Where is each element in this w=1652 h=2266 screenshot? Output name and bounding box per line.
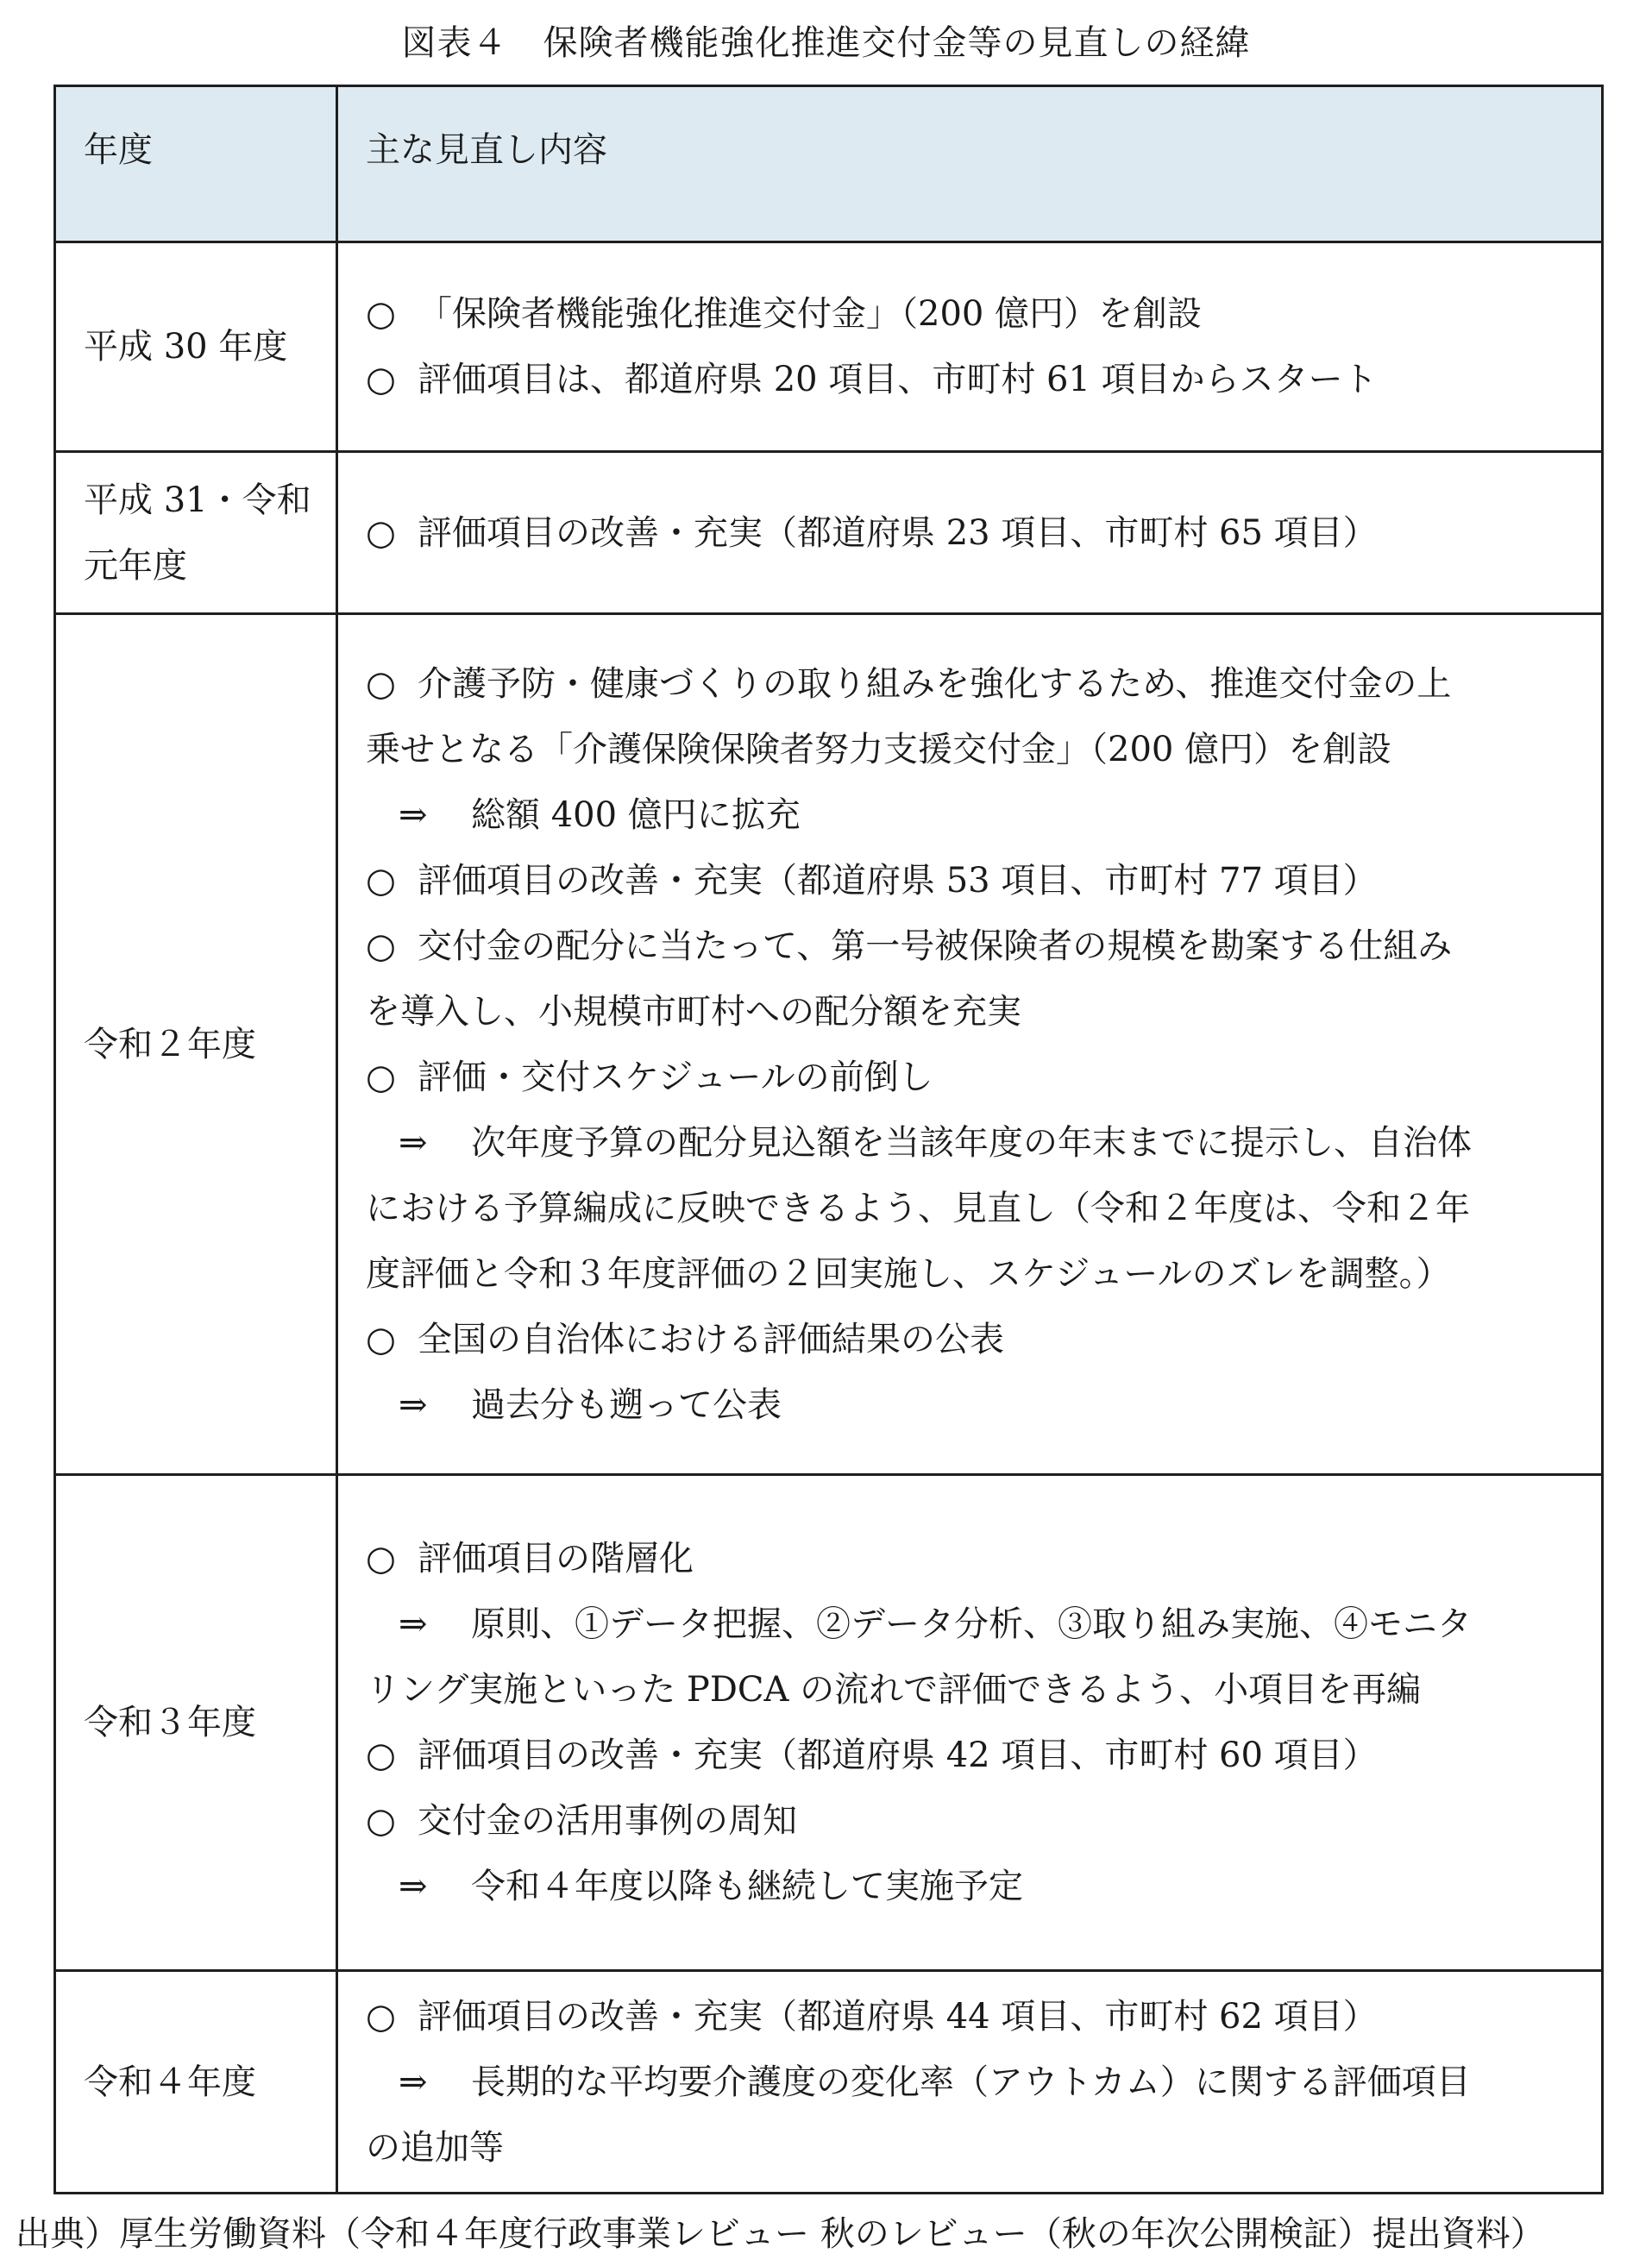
- list-item-continuation: を導入し、小規模市町村への配分額を充実: [366, 991, 1021, 1032]
- year-cell: [55, 452, 337, 614]
- circle-bullet-icon: ○: [366, 926, 396, 966]
- item-text: 交付金の配分に当たって、第一号被保険者の規模を勘案する仕組み: [418, 926, 1453, 966]
- circle-bullet-icon: ○: [366, 1539, 396, 1579]
- table-header-row: [55, 86, 1603, 242]
- header-year: 年度: [55, 86, 337, 242]
- list-item: [366, 281, 1580, 347]
- year-line: 平成 31・令和: [84, 480, 311, 520]
- list-item-continuation: 乗せとなる「介護保険保険者努力支援交付金」（200 億円）を創設: [366, 729, 1392, 769]
- list-item: [366, 1307, 1580, 1372]
- source-note: 出典）厚生労働資料（令和４年度行政事業レビュー 秋のレビュー（秋の年次公開検証）提出資料）: [16, 2214, 1545, 2254]
- table-row: [55, 614, 1603, 1475]
- year-cell: [55, 242, 337, 452]
- list-item: [366, 1526, 1580, 1591]
- list-item: [366, 1788, 1580, 1854]
- circle-bullet-icon: ○: [366, 512, 396, 553]
- year-line: 令和４年度: [84, 2062, 256, 2102]
- content-cell: [337, 452, 1603, 614]
- implies-arrow-icon: ⇒: [399, 2062, 428, 2102]
- item-text: 令和４年度以降も継続して実施予定: [471, 1867, 1023, 1906]
- circle-bullet-icon: ○: [366, 1736, 396, 1775]
- table-row: [55, 452, 1603, 614]
- list-item-continuation: の追加等: [366, 2127, 504, 2168]
- list-subitem: [366, 1372, 1580, 1438]
- item-text: 総額 400 億円に拡充: [471, 794, 801, 835]
- year-cell: [55, 614, 337, 1475]
- list-subitem: [366, 1854, 1580, 1919]
- list-item-continuation: における予算編成に反映できるよう、見直し（令和２年度は、令和２年: [366, 1188, 1470, 1228]
- item-text: 全国の自治体における評価結果の公表: [418, 1319, 1004, 1359]
- list-item-continuation: 度評価と令和３年度評価の２回実施し、スケジュールのズレを調整。）: [366, 1253, 1451, 1294]
- header-content: 主な見直し内容: [337, 86, 1603, 242]
- item-text: 過去分も遡って公表: [471, 1384, 782, 1425]
- list-item: [366, 1723, 1580, 1788]
- item-text: 評価項目の改善・充実（都道府県 44 項目、市町村 62 項目）: [418, 1996, 1378, 2037]
- table-row: [55, 1475, 1603, 1971]
- circle-bullet-icon: ○: [366, 1319, 396, 1359]
- circle-bullet-icon: ○: [366, 663, 396, 704]
- implies-arrow-icon: ⇒: [399, 794, 428, 835]
- item-text: 評価項目の改善・充実（都道府県 42 項目、市町村 60 項目）: [418, 1736, 1378, 1775]
- year-line: 令和３年度: [84, 1703, 256, 1742]
- list-item: [366, 848, 1580, 913]
- circle-bullet-icon: ○: [366, 1057, 396, 1097]
- item-text: 次年度予算の配分見込額を当該年度の年末までに提示し、自治体: [471, 1122, 1472, 1163]
- item-text: 評価・交付スケジュールの前倒し: [418, 1057, 933, 1097]
- item-text: 交付金の活用事例の周知: [418, 1801, 797, 1841]
- item-text: 介護予防・健康づくりの取り組みを強化するため、推進交付金の上: [418, 663, 1452, 704]
- item-text: 評価項目の改善・充実（都道府県 23 項目、市町村 65 項目）: [418, 512, 1378, 553]
- item-text: 評価項目は、都道府県 20 項目、市町村 61 項目からスタート: [418, 360, 1378, 399]
- list-item: [366, 1984, 1580, 2049]
- item-text: 原則、①データ把握、②データ分析、③取り組み実施、④モニタ: [471, 1604, 1472, 1644]
- list-item: [366, 913, 1580, 979]
- year-cell: [55, 1475, 337, 1971]
- list-item-continuation: リング実施といった PDCA の流れで評価できるよう、小項目を再編: [366, 1670, 1422, 1710]
- table-row: [55, 242, 1603, 452]
- list-item: [366, 651, 1580, 717]
- table-row: [55, 1971, 1603, 2194]
- circle-bullet-icon: ○: [366, 860, 396, 901]
- year-line: 平成 30 年度: [84, 327, 288, 367]
- table-body: [55, 242, 1603, 2194]
- content-cell: [337, 614, 1603, 1475]
- implies-arrow-icon: ⇒: [399, 1384, 428, 1425]
- list-item: [366, 500, 1580, 566]
- content-cell: [337, 242, 1603, 452]
- list-subitem: [366, 1591, 1580, 1657]
- circle-bullet-icon: ○: [366, 1996, 396, 2037]
- year-line: 令和２年度: [84, 1024, 256, 1064]
- circle-bullet-icon: ○: [366, 294, 396, 334]
- circle-bullet-icon: ○: [366, 1801, 396, 1841]
- item-text: 評価項目の階層化: [418, 1539, 694, 1579]
- list-item: [366, 347, 1580, 412]
- year-cell: [55, 1971, 337, 2194]
- year-line: 元年度: [84, 545, 187, 586]
- item-text: 評価項目の改善・充実（都道府県 53 項目、市町村 77 項目）: [418, 860, 1378, 901]
- review-history-table: [53, 85, 1604, 2194]
- content-cell: [337, 1971, 1603, 2194]
- list-subitem: [366, 2049, 1580, 2115]
- implies-arrow-icon: ⇒: [399, 1604, 428, 1644]
- content-cell: [337, 1475, 1603, 1971]
- implies-arrow-icon: ⇒: [399, 1122, 428, 1163]
- list-item: [366, 1045, 1580, 1110]
- figure-title: 図表４ 保険者機能強化推進交付金等の見直しの経緯: [401, 23, 1251, 63]
- implies-arrow-icon: ⇒: [399, 1867, 428, 1906]
- item-text: 長期的な平均要介護度の変化率（アウトカム）に関する評価項目: [471, 2062, 1471, 2102]
- circle-bullet-icon: ○: [366, 360, 396, 399]
- item-text: 「保険者機能強化推進交付金」（200 億円）を創設: [418, 294, 1203, 334]
- list-subitem: [366, 782, 1580, 848]
- list-subitem: [366, 1110, 1580, 1176]
